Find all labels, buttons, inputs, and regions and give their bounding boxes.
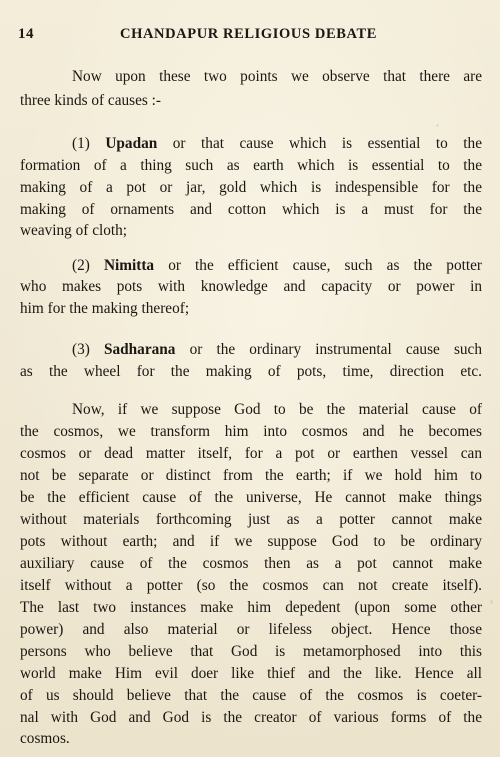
conclusion-line-11: power) and also material or lifeless object. Hence those bbox=[20, 621, 482, 638]
conclusion-line-8: auxiliary cause of the cosmos then as a pot cannot make bbox=[20, 555, 482, 572]
upadan-line-3: making of a pot or jar, gold which is indespensible for the bbox=[20, 179, 482, 196]
conclusion-line-13: world make Him evil doer like thief and the like. Hence all bbox=[20, 665, 482, 682]
sadharana-line-2: as the wheel for the making of pots, time, direction etc. bbox=[20, 363, 482, 380]
sadharana-number: (3) bbox=[72, 341, 90, 358]
conclusion-line-6: without materials forthcoming just as a potter cannot make bbox=[20, 511, 482, 528]
upadan-line-2: formation of a thing such as earth which is essential to the bbox=[20, 157, 482, 174]
nimitta-line-1-rest: or the efficient cause, such as the potter bbox=[154, 257, 482, 274]
conclusion-line-3: cosmos or dead matter itself, for a pot or earthen vessel can bbox=[20, 445, 482, 462]
running-head: CHANDAPUR RELIGIOUS DEBATE bbox=[120, 26, 378, 42]
conclusion-line-15: nal with God and God is the creator of various forms of the bbox=[20, 709, 482, 726]
conclusion-line-9: itself without a potter (so the cosmos can not create itself). bbox=[20, 577, 482, 594]
conclusion-line-12: persons who believe that God is metamorphosed into this bbox=[20, 643, 482, 660]
page-header bbox=[0, 24, 500, 46]
intro-line-1: Now upon these two points we observe that there are bbox=[72, 68, 482, 85]
nimitta-line-2: who makes pots with knowledge and capacity or power in bbox=[20, 278, 482, 295]
upadan-number: (1) bbox=[72, 135, 90, 152]
paper-speck bbox=[436, 124, 439, 127]
conclusion-line-10: The last two instances make him depedent (upon some other bbox=[20, 599, 482, 616]
conclusion-line-14: of us should believe that the cause of the cosmos is coeter- bbox=[20, 687, 482, 704]
conclusion-line-1: Now, if we suppose God to be the material cause of bbox=[72, 401, 482, 418]
nimitta-number: (2) bbox=[72, 257, 90, 274]
conclusion-line-16: cosmos. bbox=[20, 730, 70, 747]
intro-line-2: three kinds of causes :- bbox=[20, 92, 162, 109]
upadan-line-1 bbox=[72, 134, 482, 154]
upadan-line-1-rest: or that cause which is essential to the bbox=[157, 135, 482, 152]
sadharana-term: Sadharana bbox=[104, 341, 176, 358]
conclusion-line-7: pots without earth; and if we suppose God to be ordinary bbox=[20, 533, 482, 550]
upadan-line-5: weaving of cloth; bbox=[20, 222, 128, 239]
sadharana-line-1 bbox=[72, 340, 482, 360]
nimitta-term: Nimitta bbox=[103, 257, 155, 274]
sadharana-line-1-rest: or the ordinary instrumental cause such bbox=[175, 341, 482, 358]
conclusion-line-2: the cosmos, we transform him into cosmos and he becomes bbox=[20, 423, 482, 440]
conclusion-line-4: not be separate or distinct from the earth; if we hold him to bbox=[20, 467, 482, 484]
nimitta-line-1 bbox=[72, 256, 482, 276]
page-number: 14 bbox=[18, 26, 34, 42]
conclusion-line-5: be the efficient cause of the universe, He cannot make things bbox=[20, 489, 482, 506]
upadan-term: Upadan bbox=[105, 135, 158, 152]
upadan-line-4: making of ornaments and cotton which is a must for the bbox=[20, 201, 482, 218]
nimitta-line-3: him for the making thereof; bbox=[20, 300, 190, 317]
paper-speck bbox=[490, 600, 493, 604]
